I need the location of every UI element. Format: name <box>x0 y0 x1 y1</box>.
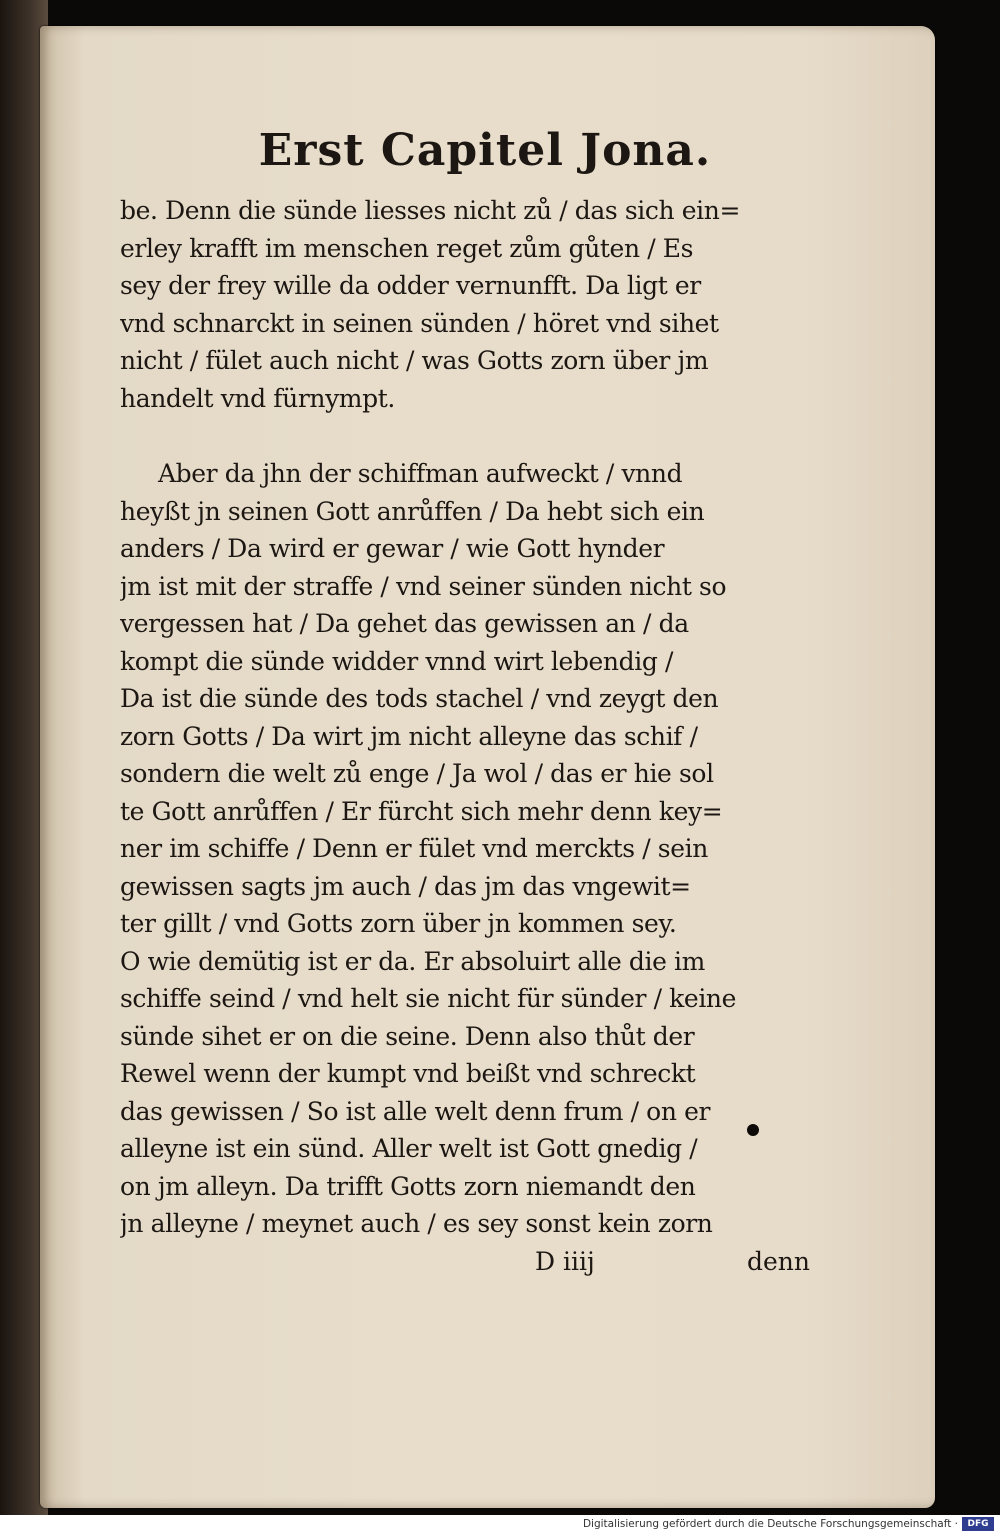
page-text-block <box>120 126 810 1280</box>
text-line: erley krafft im menschen reget zům gůten / Es <box>120 233 694 263</box>
digitization-credit-bar <box>0 1515 1000 1534</box>
text-line: ter gillt / vnd Gotts zorn über jn kommen sey. <box>120 909 677 938</box>
text-line: te Gott anrůffen / Er fürcht sich mehr denn key= <box>120 796 723 826</box>
text-line: nicht / fület auch nicht / was Gotts zorn über jm <box>120 346 709 375</box>
text-line: jm ist mit der straffe / vnd seiner sünden nicht so <box>120 571 727 601</box>
text-line: sey der frey wille da odder vernunfft. Da ligt er <box>120 271 701 300</box>
signature-mark: D iiij <box>535 1246 595 1276</box>
text-line: vergessen hat / Da gehet das gewissen an / da <box>120 609 689 638</box>
paragraph-1 <box>120 192 810 417</box>
book-page <box>40 26 935 1508</box>
text-line: heyßt jn seinen Gott anrůffen / Da hebt sich ein <box>120 496 705 526</box>
page-footer-line <box>120 1243 810 1280</box>
digitization-credit-text: Digitalisierung gefördert durch die Deutsche Forschungsgemeinschaft · <box>582 1518 958 1530</box>
text-line: kompt die sünde widder vnnd wirt lebendig / <box>120 646 673 676</box>
text-line: vnd schnarckt in seinen sünden / höret vnd sihet <box>120 308 719 338</box>
text-line: Aber da jhn der schiffman aufweckt / vnnd <box>158 459 683 488</box>
text-line: alleyne ist ein sünd. Aller welt ist Gott gnedig / <box>120 1134 698 1163</box>
paragraph-gap <box>120 417 810 455</box>
text-line: ner im schiffe / Denn er fület vnd merckts / sein <box>120 834 708 863</box>
margin-dot-mark <box>747 1124 759 1136</box>
text-line: das gewissen / So ist alle welt denn frum / on er <box>120 1096 711 1126</box>
text-line: zorn Gotts / Da wirt jm nicht alleyne das schif / <box>120 721 698 751</box>
running-title: Erst Capitel Jona. <box>258 125 712 176</box>
text-line: sondern die welt zů enge / Ja wol / das er hie sol <box>120 759 714 788</box>
paragraph-2 <box>120 455 810 1243</box>
text-line: schiffe seind / vnd helt sie nicht für sünder / keine <box>120 984 737 1013</box>
text-line: Da ist die sünde des tods stachel / vnd zeygt den <box>120 684 719 713</box>
text-line: be. Denn die sünde liesses nicht zů / das sich ein= <box>120 196 740 225</box>
text-line: handelt vnd fürnympt. <box>120 383 395 413</box>
text-line: on jm alleyn. Da trifft Gotts zorn niemandt den <box>120 1171 696 1201</box>
text-line: anders / Da wird er gewar / wie Gott hynder <box>120 534 665 563</box>
text-line: Rewel wenn der kumpt vnd beißt vnd schreckt <box>120 1059 696 1088</box>
text-line: jn alleyne / meynet auch / es sey sonst kein zorn <box>120 1209 713 1238</box>
text-line: sünde sihet er on die seine. Denn also thůt der <box>120 1021 695 1051</box>
text-line: gewissen sagts jm auch / das jm das vngewit= <box>120 871 691 901</box>
text-line: O wie demütig ist er da. Er absoluirt alle die im <box>120 946 705 976</box>
catchword: denn <box>746 1246 810 1276</box>
dfg-logo: DFG <box>962 1517 994 1531</box>
